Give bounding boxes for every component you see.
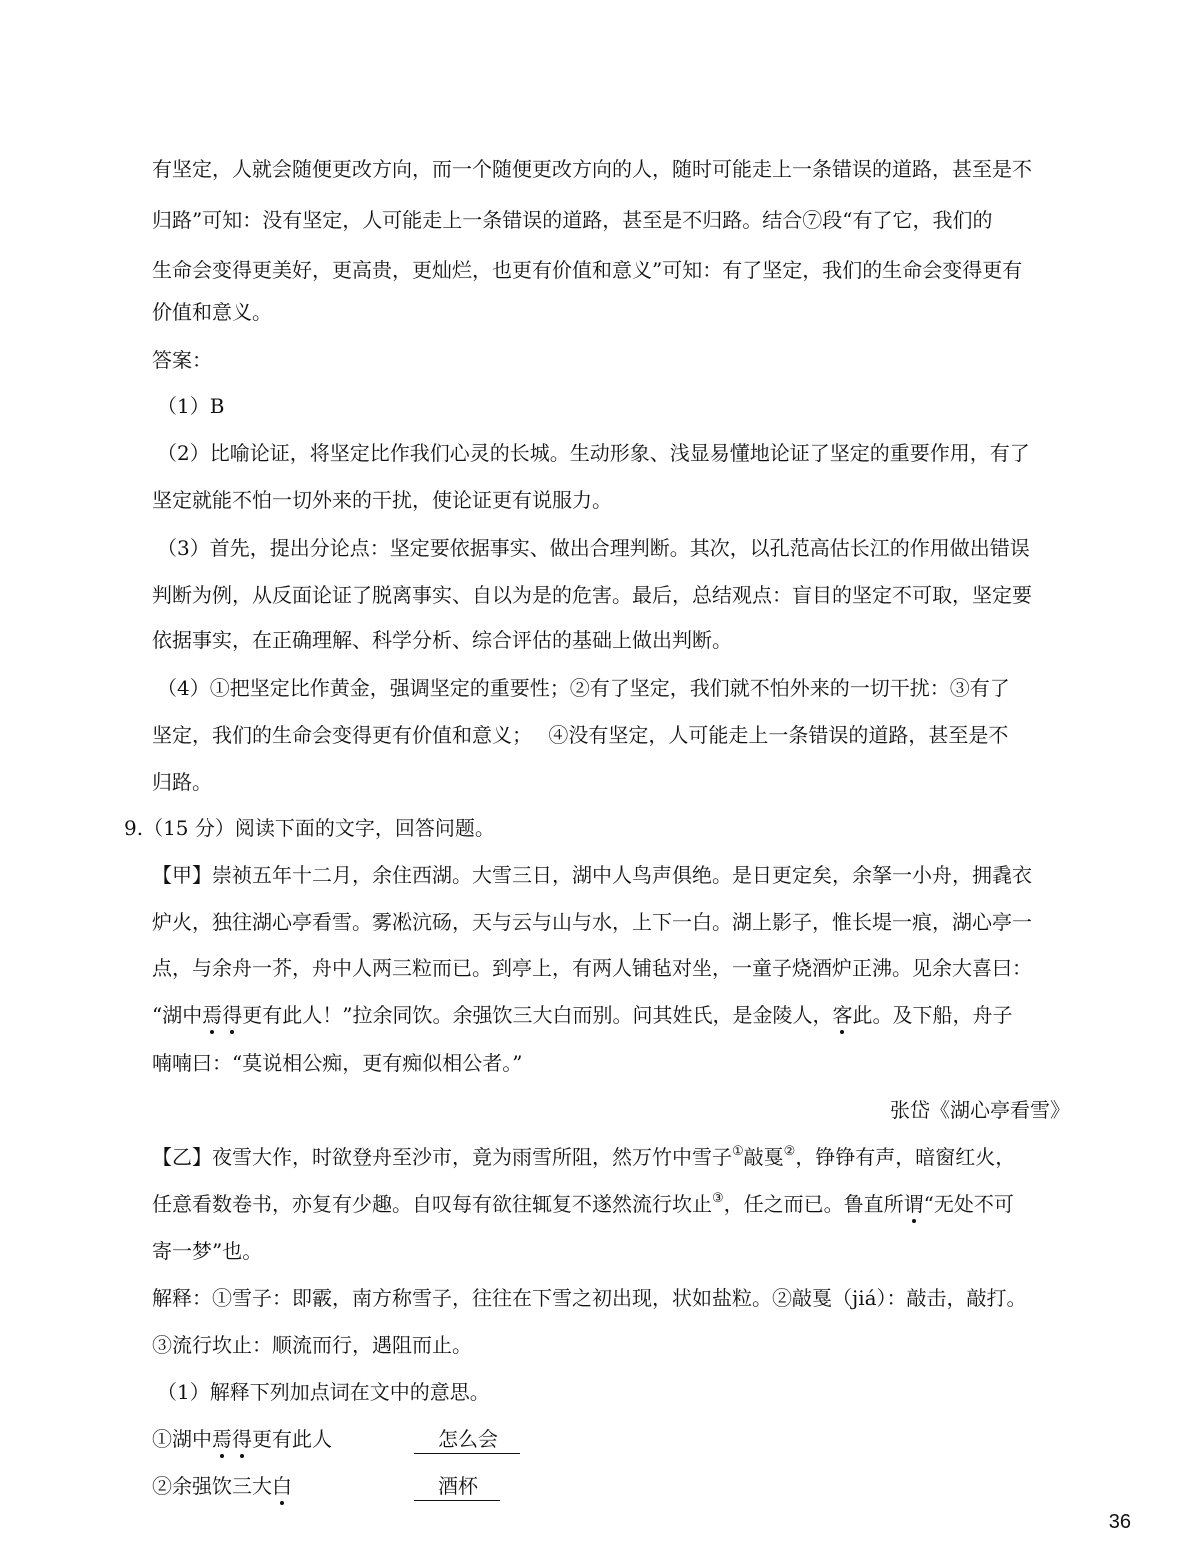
- passage-jia-line: 【甲】崇祯五年十二月，余住西湖。大雪三日，湖中人鸟声俱绝。是日更定矣，余拏一小舟，拥毳衣: [152, 863, 1032, 887]
- item-1: [152, 1426, 332, 1452]
- text-line: 归路”可知：没有坚定，人可能走上一条错误的道路，甚至是不归路。结合⑦段“有了它，我们的: [152, 208, 993, 232]
- item-2: [152, 1473, 292, 1499]
- notes-line: 解释：①雪子：即霰，南方称雪子，往往在下雪之初出现，状如盐粒。②敲戛（jiá）：敲击，敲打。: [152, 1286, 1027, 1310]
- sub-question-1: （1）解释下列加点词在文中的意思。: [157, 1380, 490, 1404]
- dotted-char: 焉: [202, 1003, 223, 1027]
- passage-yi-line: [152, 1144, 1015, 1170]
- dotted-char: 得: [232, 1427, 252, 1451]
- text-line: 生命会变得更美好，更高贵，更灿烂，也更有价值和意义”可知：有了坚定，我们的生命会变得更有: [152, 258, 1023, 282]
- passage-jia-line: 喃喃曰：“莫说相公痴，更有痴似相公者。”: [152, 1051, 523, 1075]
- text-span: “无处不可: [923, 1192, 1014, 1216]
- text-span: 任意看数卷书，亦复有少趣。自叹每有欲往辄复不遂然流行坎止: [152, 1192, 712, 1216]
- text-line: 坚定，我们的生命会变得更有价值和意义； ④没有坚定，人可能走上一条错误的道路，甚至是不: [152, 723, 1009, 747]
- text-line: 有坚定，人就会随便更改方向，而一个随便更改方向的人，随时可能走上一条错误的道路，甚至是不: [152, 157, 1032, 181]
- text-span: 更有此人: [252, 1427, 332, 1451]
- text-span: 此。及下船，舟子: [852, 1003, 1013, 1027]
- passage-jia-line: 炉火，独往湖心亭看雪。雾凇沆砀，天与云与山与水，上下一白。湖上影子，惟长堤一痕，湖心亭一: [152, 910, 1032, 934]
- passage-source: 张岱《湖心亭看雪》: [890, 1098, 1070, 1122]
- text-line: 依据事实，在正确理解、科学分析、综合评估的基础上做出判断。: [152, 628, 732, 652]
- text-span: 【乙】夜雪大作，时欲登舟至沙市，竟为雨雪所阻，然万竹中雪子: [152, 1145, 732, 1169]
- footnote-marker: ②: [783, 1144, 796, 1159]
- text-span: 更有此人！”拉余同饮。余强饮三大白而别。问其姓氏，是金陵人，: [242, 1003, 833, 1027]
- answer-1: （1）B: [157, 394, 225, 418]
- question-9-title: 9.（15 分）阅读下面的文字，回答问题。: [124, 816, 495, 840]
- passage-yi-line: 寄一梦”也。: [152, 1239, 263, 1263]
- answer-blank-1: 怎么会: [414, 1426, 520, 1454]
- dotted-char: 得: [222, 1003, 243, 1027]
- text-span: ，铮铮有声，暗窗红火，: [795, 1145, 1016, 1169]
- dotted-char: 焉: [212, 1427, 232, 1451]
- answer-2: （2）比喻论证，将坚定比作我们心灵的长城。生动形象、浅显易懂地论证了坚定的重要作用，有了: [157, 441, 1030, 465]
- answer-4: （4）①把坚定比作黄金，强调坚定的重要性；②有了坚定，我们就不怕外来的一切干扰：③有了: [157, 676, 1010, 700]
- passage-yi-line: [152, 1191, 1014, 1217]
- dotted-char: 客: [832, 1003, 853, 1027]
- text-span: ①湖中: [152, 1427, 212, 1451]
- passage-jia-line: 点，与余舟一芥，舟中人两三粒而已。到亭上，有两人铺毡对坐，一童子烧酒炉正沸。见余大喜曰：: [152, 956, 1032, 980]
- answer-3: （3）首先，提出分论点：坚定要依据事实、做出合理判断。其次，以孔范高估长江的作用做出错误: [157, 536, 1030, 560]
- text-line: 价值和意义。: [152, 300, 272, 324]
- text-line: 判断为例，从反面论证了脱离事实、自以为是的危害。最后，总结观点：盲目的坚定不可取，坚定要: [152, 583, 1032, 607]
- answer-heading: 答案：: [152, 348, 212, 372]
- page-number: 36: [1108, 1511, 1131, 1533]
- text-line: 坚定就能不怕一切外来的干扰，使论证更有说服力。: [152, 488, 612, 512]
- text-line: 归路。: [152, 770, 212, 794]
- notes-line: ③流行坎止：顺流而行，遇阻而止。: [152, 1333, 472, 1357]
- answer-blank-2: 酒杯: [414, 1473, 500, 1501]
- dotted-char: 谓: [903, 1192, 924, 1216]
- dotted-char: 白: [272, 1474, 292, 1498]
- text-span: “湖中: [152, 1003, 203, 1027]
- footnote-marker: ①: [732, 1144, 744, 1159]
- text-span: ，任之而已。鲁直所: [723, 1192, 904, 1216]
- footnote-marker: ③: [712, 1191, 724, 1206]
- text-span: 敲戛: [743, 1145, 784, 1169]
- text-span: ②余强饮三大: [152, 1474, 272, 1498]
- passage-jia-line: [152, 1002, 1012, 1028]
